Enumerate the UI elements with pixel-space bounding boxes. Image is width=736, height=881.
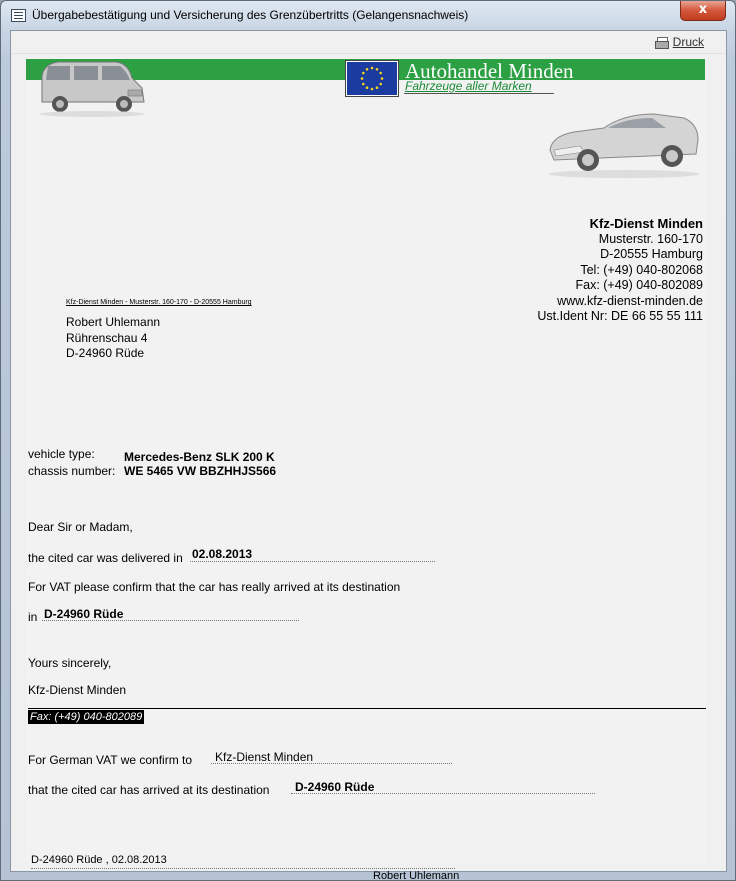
- recipient-city: D-24960 Rüde: [66, 346, 145, 360]
- signature-line: [31, 868, 455, 869]
- sender-city: D-20555 Hamburg: [600, 247, 703, 261]
- destination: D-24960 Rüde: [44, 607, 124, 621]
- document-page: [26, 58, 706, 881]
- destination-line: [42, 620, 299, 621]
- vehicle-type-label: vehicle type:: [28, 447, 95, 461]
- sender-phone: Tel: (+49) 040-802068: [580, 262, 703, 277]
- report-viewport: [10, 30, 727, 881]
- print-button[interactable]: [655, 35, 704, 49]
- window-title: Übergabebestätigung und Versicherung des Grenzübertritts (Gelangensnachweis): [32, 8, 469, 22]
- in-text: in: [28, 610, 38, 624]
- confirm-text: For German VAT we confirm to: [28, 753, 193, 767]
- return-address: Kfz-Dienst Minden - Musterstr. 160-170 - D-20555 Hamburg: [66, 299, 252, 306]
- recipient-name: Robert Uhlemann: [66, 315, 161, 329]
- divider-line: [28, 708, 706, 709]
- form-icon: [11, 9, 26, 22]
- vat-request-text: For VAT please confirm that the car has really arrived at its destination: [28, 580, 401, 594]
- recipient-address: [66, 315, 160, 362]
- sender-web: www.kfz-dienst-minden.de: [557, 293, 703, 308]
- confirm-to-line: [211, 763, 452, 764]
- chassis-number-value: WE 5465 VW BBZHHJS566: [124, 464, 277, 478]
- sender-fax: Fax: (+49) 040-802089: [575, 278, 703, 292]
- printer-icon: [655, 37, 669, 48]
- arrived-destination: D-24960 Rüde: [295, 780, 375, 794]
- brand-name: Autohandel Minden: [405, 59, 574, 83]
- brand-underline: [404, 93, 554, 94]
- toolbar: [11, 31, 726, 54]
- signature-company: Kfz-Dienst Minden: [28, 683, 127, 697]
- place-date: D-24960 Rüde , 02.08.2013: [31, 854, 167, 866]
- fax-bar: Fax: (+49) 040-802089: [30, 711, 143, 723]
- sender-address: [537, 216, 703, 325]
- confirm-to: Kfz-Dienst Minden: [215, 750, 314, 764]
- print-label: Druck: [672, 35, 704, 49]
- closing: Yours sincerely,: [28, 656, 112, 670]
- eu-flag-icon: [346, 61, 398, 96]
- arrived-text: that the cited car has arrived at its destination: [28, 783, 270, 797]
- close-button[interactable]: x: [680, 1, 726, 21]
- sender-vat-id: Ust.Ident Nr: DE 66 55 55 111: [537, 309, 703, 323]
- chassis-number-label: chassis number:: [28, 464, 116, 478]
- convertible-car-image: [544, 106, 702, 180]
- sender-name: Kfz-Dienst Minden: [589, 216, 703, 231]
- salutation: Dear Sir or Madam,: [28, 520, 133, 534]
- delivered-text: the cited car was delivered in: [28, 551, 183, 565]
- title-bar[interactable]: [1, 1, 735, 29]
- recipient-street: Rührenschau 4: [66, 330, 148, 345]
- brand-tagline: Fahrzeuge aller Marken: [405, 79, 532, 93]
- delivered-date-line: [190, 561, 435, 562]
- vehicle-type-value: Mercedes-Benz SLK 200 K: [124, 450, 275, 464]
- signer-name: Robert Uhlemann: [373, 870, 460, 881]
- sender-street: Musterstr. 160-170: [598, 231, 703, 246]
- van-image: [36, 58, 146, 118]
- delivered-date: 02.08.2013: [192, 547, 253, 561]
- arrived-destination-line: [291, 793, 595, 794]
